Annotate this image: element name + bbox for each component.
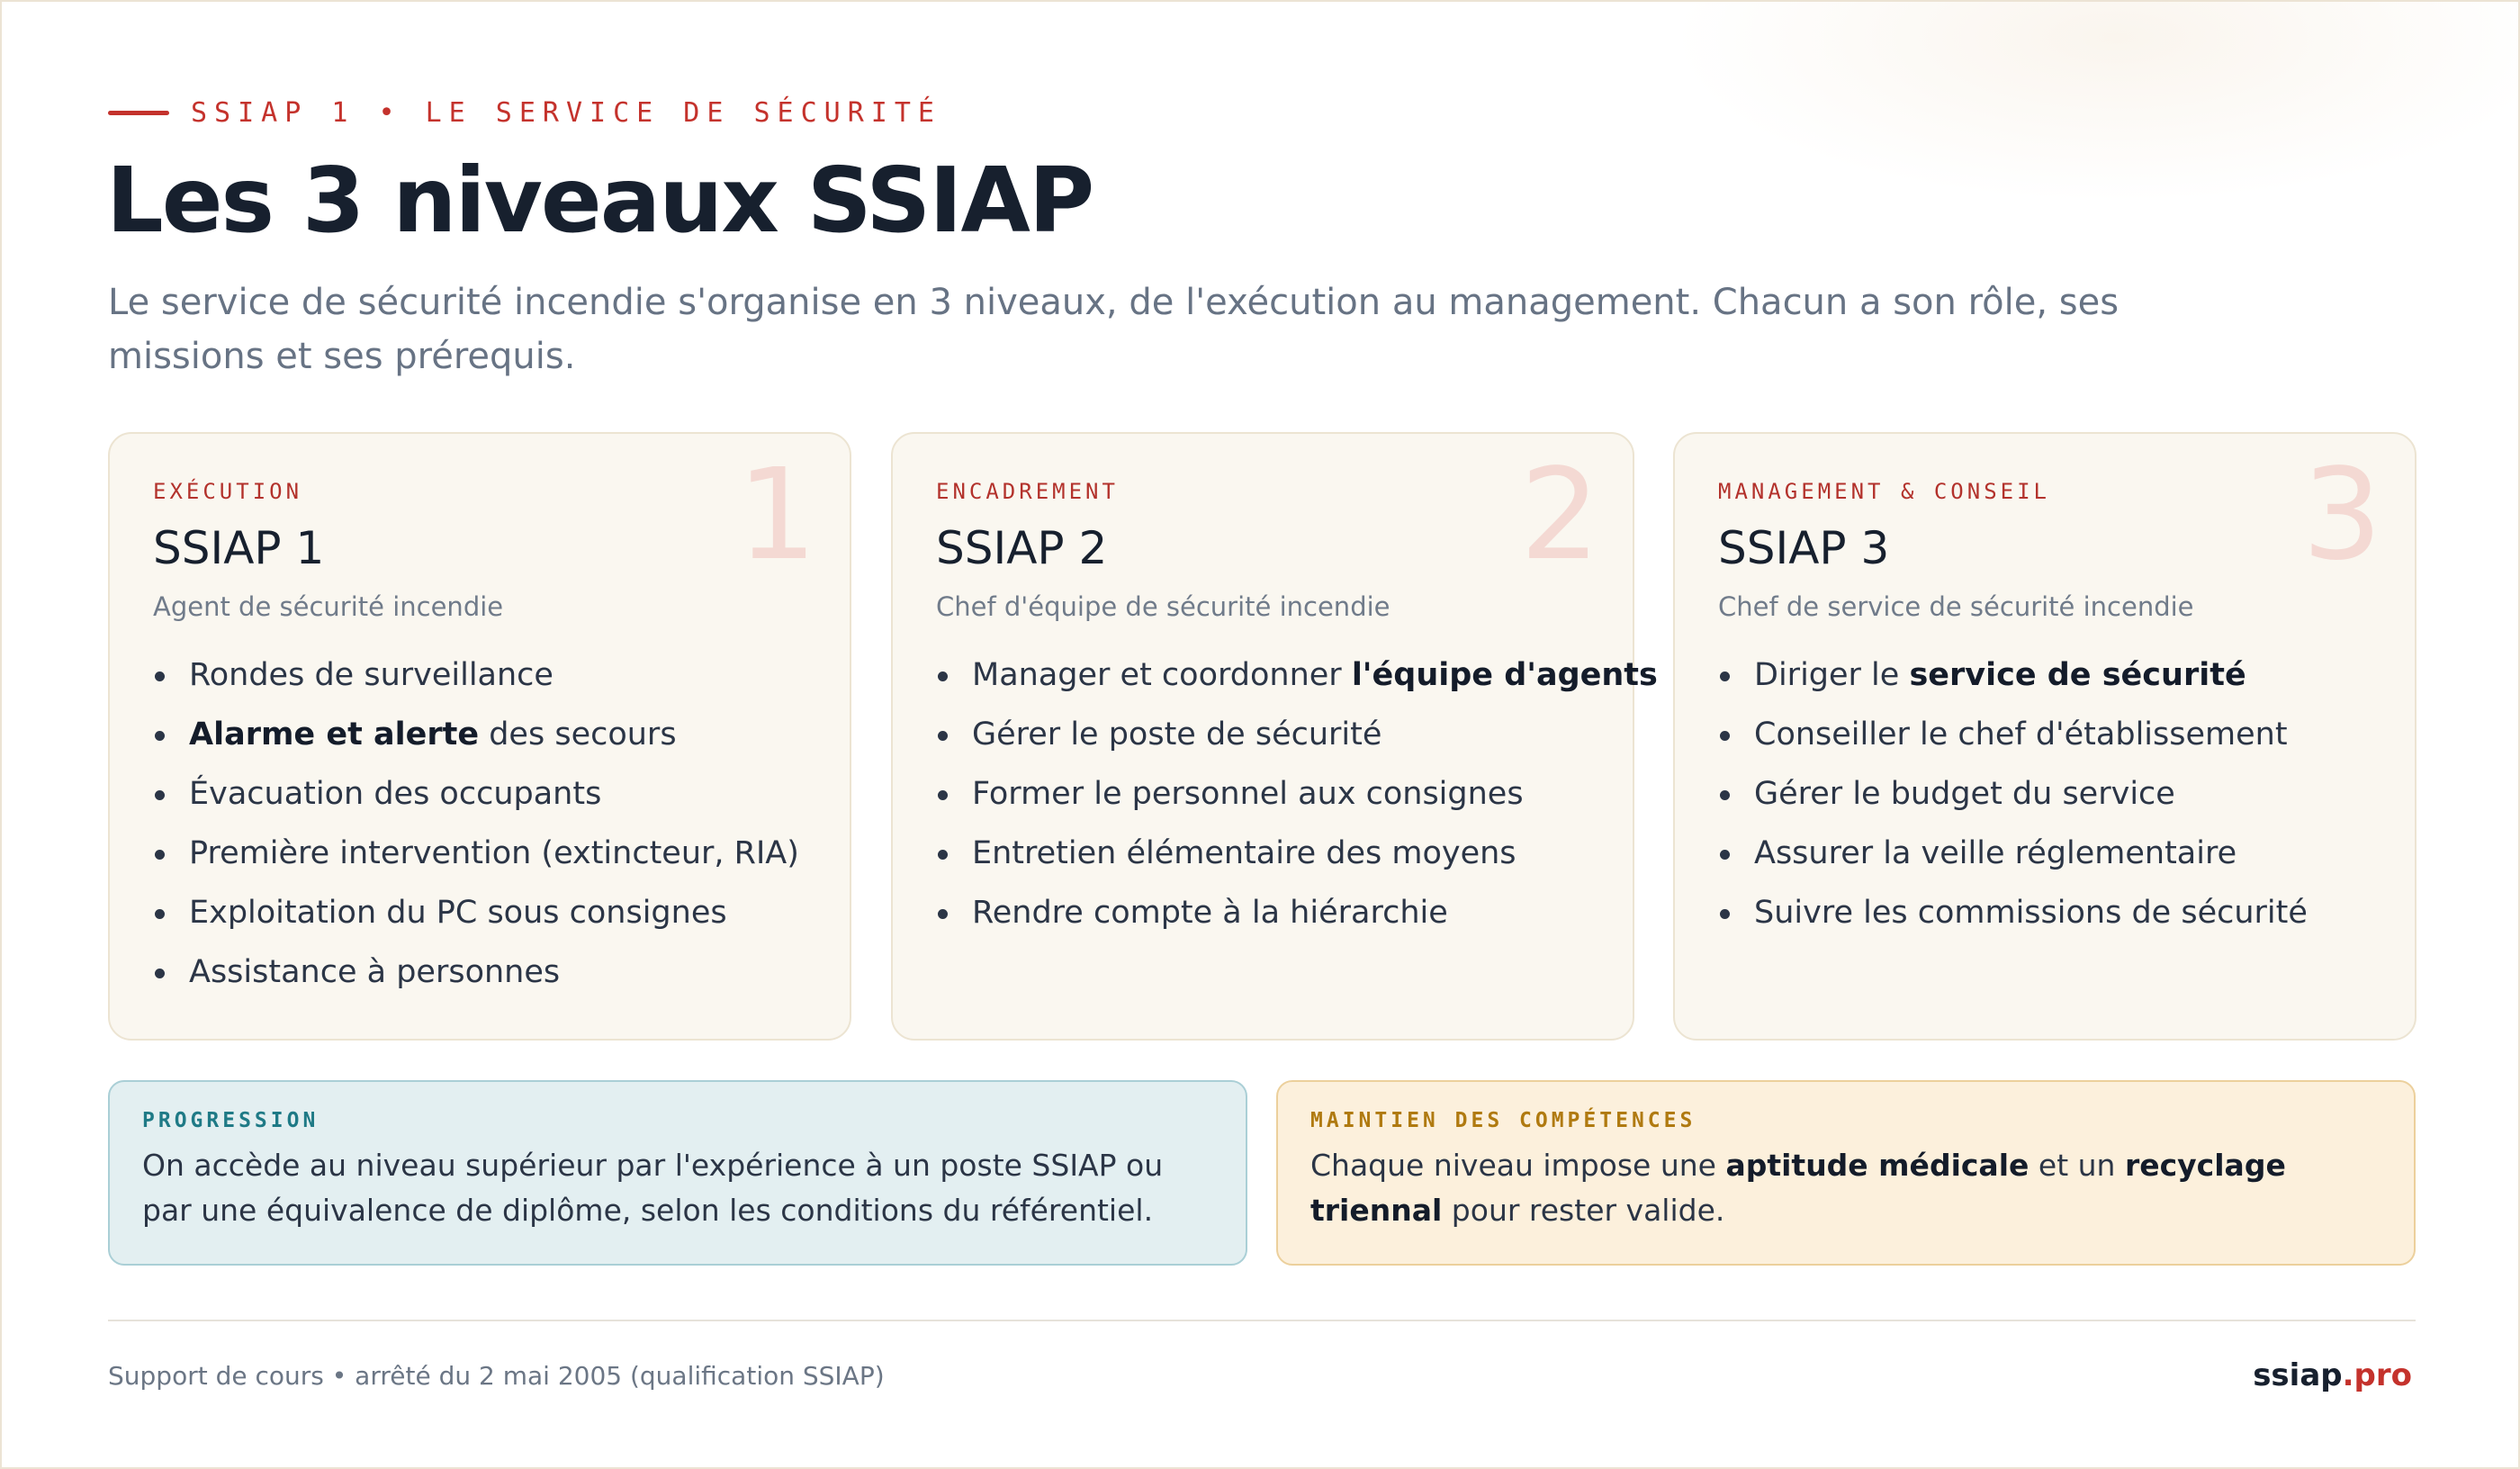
card-label: EXÉCUTION [153, 479, 303, 504]
page-subtitle: Le service de sécurité incendie s'organise en 3 niveaux, de l'exécution au management. Chacun a son rôle, ses missions et ses prérequis. [108, 282, 2120, 377]
card-label: MANAGEMENT & CONSEIL [1718, 479, 2050, 504]
card-role: Chef d'équipe de sécurité incendie [936, 591, 1390, 622]
footer-source: Support de cours • arrêté du 2 mai 2005 (qualification SSIAP) [108, 1361, 885, 1391]
progression-box [108, 1080, 1247, 1266]
mission-item: Exploitation du PC sous consignes [153, 883, 806, 942]
eyebrow-rule [108, 111, 169, 115]
card-role: Agent de sécurité incendie [153, 591, 504, 622]
progression-label: PROGRESSION [142, 1109, 320, 1132]
card-ssiap-3 [1673, 432, 2416, 1041]
mission-item: Évacuation des occupants [153, 764, 806, 824]
card-title: SSIAP 2 [936, 522, 1108, 574]
footer-divider [108, 1320, 2416, 1321]
mission-item: Diriger le service de sécurité [1718, 645, 2372, 705]
mission-item: Gérer le budget du service [1718, 764, 2372, 824]
card-label: ENCADREMENT [936, 479, 1119, 504]
card-title: SSIAP 1 [153, 522, 325, 574]
mission-item: Rondes de surveillance [153, 645, 806, 705]
mission-item: Première intervention (extincteur, RIA) [153, 824, 806, 883]
card-ssiap-2 [891, 432, 1658, 1041]
mission-item: Former le personnel aux consignes [936, 764, 1589, 824]
eyebrow [108, 97, 941, 129]
mission-list [936, 645, 1658, 942]
brand-logo: ssiap.pro [2253, 1357, 2412, 1393]
mission-item: Suivre les commissions de sécurité [1718, 883, 2372, 942]
mission-item: Manager et coordonner l'équipe d'agents [936, 645, 1589, 705]
mission-item: Conseiller le chef d'établissement [1718, 705, 2372, 764]
eyebrow-text: SSIAP 1 • LE SERVICE DE SÉCURITÉ [191, 97, 941, 129]
maintenance-label: MAINTIEN DES COMPÉTENCES [1310, 1109, 1696, 1132]
mission-item: Assurer la veille réglementaire [1718, 824, 2372, 883]
progression-text: On accède au niveau supérieur par l'expérience à un poste SSIAP ou par une équivalence de diplôme, selon les conditions du référentiel. [142, 1148, 1164, 1228]
card-numeral: 1 [736, 442, 817, 589]
mission-item: Rendre compte à la hiérarchie [936, 883, 1589, 942]
mission-list [153, 645, 806, 1002]
card-role: Chef de service de sécurité incendie [1718, 591, 2194, 622]
maintenance-text: Chaque niveau impose une aptitude médicale et un recyclage triennal pour rester valide. [1310, 1148, 2286, 1228]
mission-item: Assistance à personnes [153, 942, 806, 1002]
mission-item: Alarme et alerte des secours [153, 705, 806, 764]
page-title: Les 3 niveaux SSIAP [106, 148, 1094, 253]
card-ssiap-1 [108, 432, 851, 1041]
mission-list [1718, 645, 2372, 942]
card-numeral: 2 [1519, 442, 1600, 589]
card-title: SSIAP 3 [1718, 522, 1890, 574]
card-numeral: 3 [2301, 442, 2382, 589]
mission-item: Entretien élémentaire des moyens [936, 824, 1589, 883]
mission-item: Gérer le poste de sécurité [936, 705, 1589, 764]
maintenance-box [1276, 1080, 2416, 1266]
